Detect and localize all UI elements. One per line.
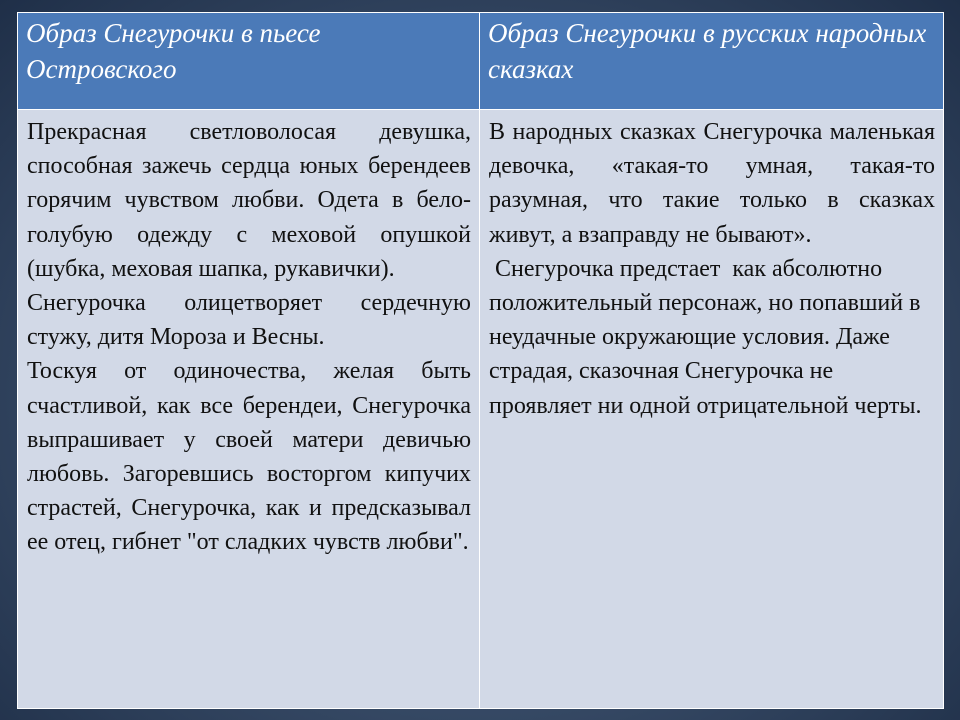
cell-ostrovsky: [18, 110, 480, 709]
header-folk-tales: Образ Снегурочки в русских народных сказках: [480, 13, 944, 110]
ostrovsky-paragraph-3: Тоскуя от одиночества, желая быть счастливой, как все берендеи, Снегурочка выпрашивает у своей матери девичью любовь. Загоревшись восторгом кипучих страстей, Снегурочка, как и предсказывал ее отец, гибнет "от сладких чувств любви".: [27, 358, 471, 556]
folk-paragraph-2: Снегурочка предстает как абсолютно положительный персонаж, но попавший в неудачные окружающие условия. Даже страдая, сказочная Снегурочка не проявляет ни одной отрицательной черты.: [489, 255, 927, 419]
table-body-row: [18, 110, 944, 709]
cell-folk-tales: [480, 110, 944, 709]
ostrovsky-paragraph-2: Снегурочка олицетворяет сердечную стужу, дитя Мороза и Весны.: [27, 290, 471, 351]
folk-paragraph-1: В народных сказках Снегурочка маленькая девочка, «такая-то умная, такая-то разумная, что такие только в сказках живут, а взаправду не бывают».: [489, 119, 935, 248]
ostrovsky-paragraph-1: Прекрасная светловолосая девушка, способная зажечь сердца юных берендеев горячим чувством любви. Одета в бело-голубую одежду с меховой опушкой (шубка, меховая шапка, рукавички).: [27, 119, 471, 282]
table-header-row: [18, 13, 944, 110]
comparison-table: [17, 12, 944, 709]
header-ostrovsky: Образ Снегурочки в пьесе Островского: [18, 13, 480, 110]
